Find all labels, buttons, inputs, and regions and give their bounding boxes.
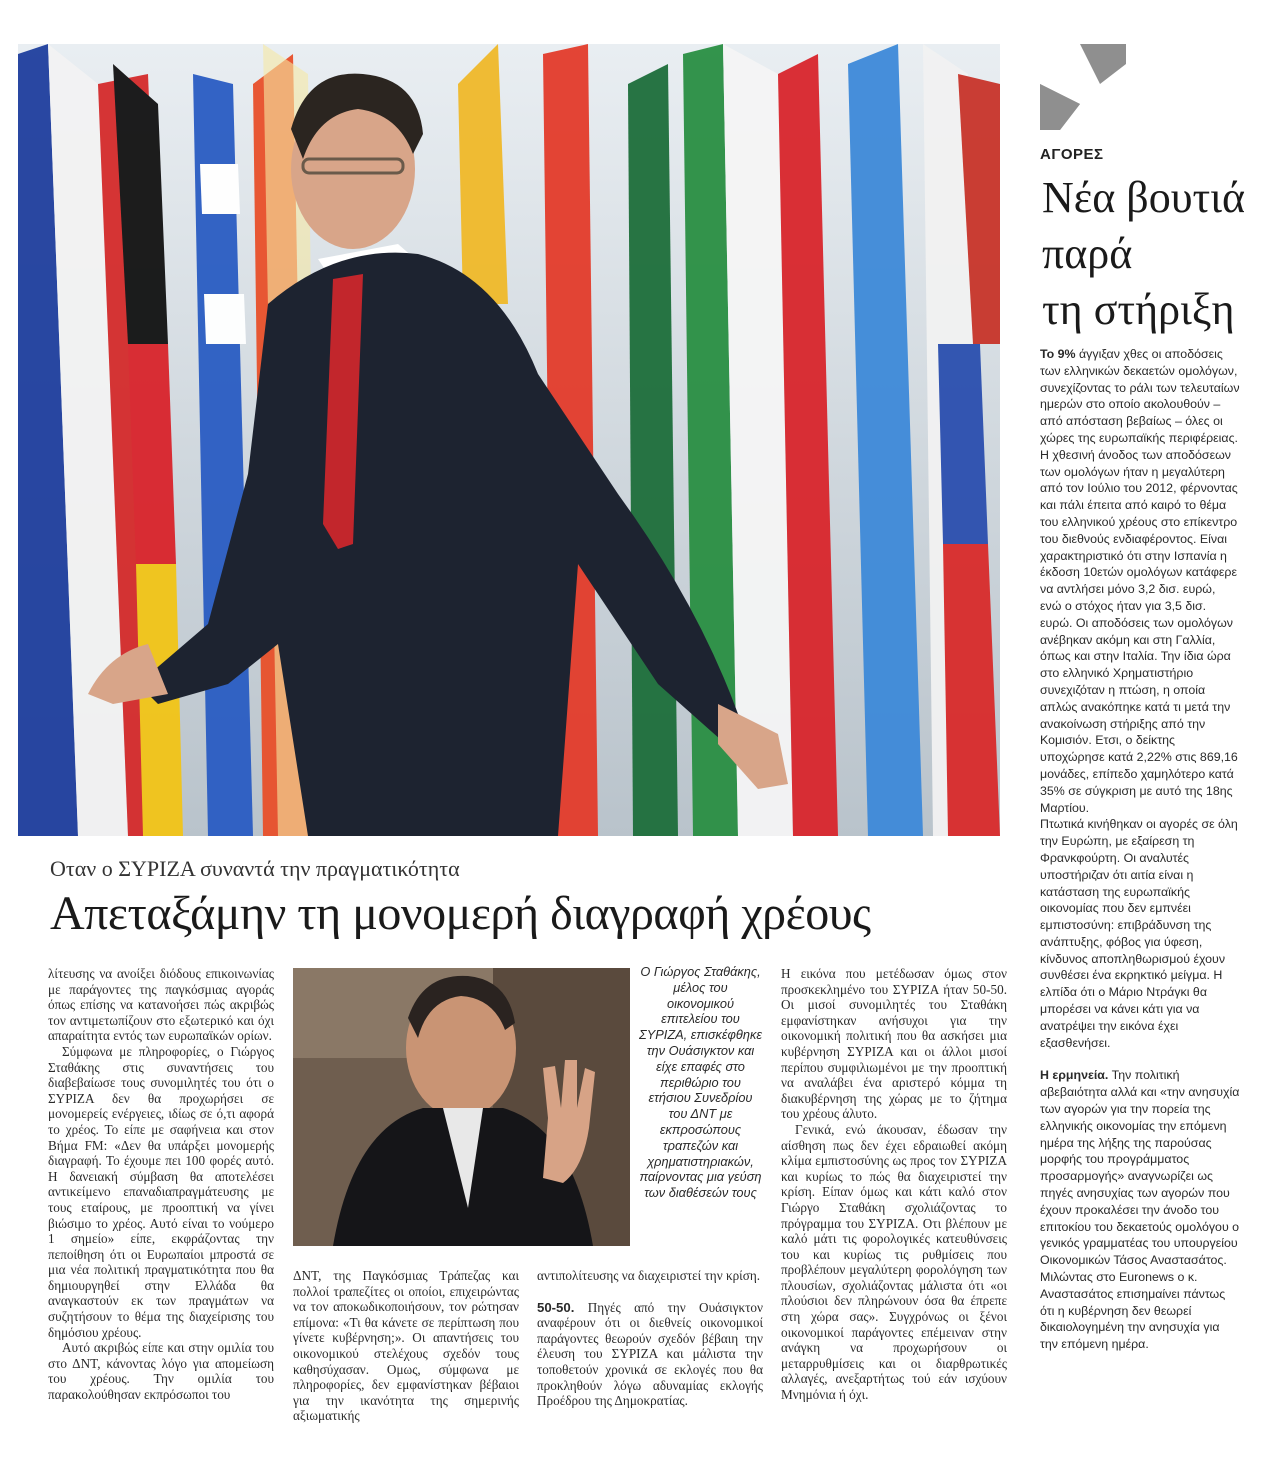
sidebar-paragraph-3 <box>1040 1067 1240 1353</box>
col2-paragraph: ΔΝΤ, της Παγκόσμιας Τράπεζας και πολλοί τραπεζίτες οι οποίοι, επιχειρώντας να τον αποκωδικοποιήσουν, τον ρώτησαν επίμονα: «Τι θα κάνετε σε περίπτωση που γίνετε κυβέρνηση;». Οι απαντήσεις του οικονομικού στελέχους σχεδόν τους καθησύχασαν. Ομως, σύμφωνα με πληροφορίες, δεν εμφανίστηκαν βέβαιοι για την ικανότητα της σημερινής αξιωματικής <box>293 1268 519 1424</box>
sidebar-title-line-2: παρά <box>1042 229 1133 278</box>
col1-paragraph-3: Αυτό ακριβώς είπε και στην ομιλία του στο ΔΝΤ, κάνοντας λόγο για απομείωση του χρέους. Την ομιλία του παρακολούθησαν εκπρόσωποι του <box>48 1340 274 1403</box>
inset-photo-illustration <box>293 968 630 1246</box>
sidebar-paragraph-1 <box>1040 346 1240 816</box>
main-photo <box>18 44 1000 836</box>
flags-photo-illustration <box>18 44 1000 836</box>
sidebar-body-1: άγγιξαν χθες οι αποδόσεις των ελληνικών δεκαετών ομολόγων, συνεχίζοντας το ράλι των τελευταίων ημερών στο οποίο ακολουθούν – από απόσταση βεβαίως – όλες οι χώρες της ευρωπαϊκής περιφέρειας. Η χθεσινή άνοδος των αποδόσεων των ομολόγων ήταν η μεγαλύτερη από τον Ιούλιο του 2012, φέρνοντας και πάλι έπειτα από καιρό το θέμα του ελληνικού χρέους στο επίκεντρο του διεθνούς ενδιαφέροντος. Είναι χαρακτηριστικό ότι στην Ισπανία η έκδοση 10ετών ομολόγων κατάφερε να αντλήσει μόνο 3,2 δισ. ευρώ, ενώ ο στόχος ήταν για 3,5 δισ. ευρώ. Οι αποδόσεις των ομολόγων ανέβηκαν ακόμη και στη Γαλλία, όπως και στην Ιταλία. Την ίδια ώρα στο ελληνικό Χρηματιστήριο συνεχιζόταν η πτώση, η οποία απλώς ανακόπηκε κατά τι μετά την ανακοίνωση στήριξης από την Κομισιόν. Ετσι, ο δείκτης υποχώρησε κατά 2,22% στις 869,16 μονάδες, επίπεδο χαμηλότερο κατά 35% σε σύγκριση με αυτό της 18ης Μαρτίου. <box>1040 347 1240 815</box>
col3-body: Πηγές από την Ουάσιγκτον αναφέρουν ότι οι διεθνείς οικονομικοί παράγοντες θεωρούν σχεδόν βέβαιη την έλευση του ΣΥΡΙΖΑ και μάλιστα την τοποθετούν χρονικά σε εκλογές που θα προκληθούν λόγω αδυναμίας εκλογής Προέδρου της Δημοκρατίας. <box>537 1299 763 1409</box>
sidebar-section-label: ΑΓΟΡΕΣ <box>1040 146 1104 163</box>
sidebar-body <box>1040 346 1240 1353</box>
photo-caption: Ο Γιώργος Σταθάκης, μέλος του οικονομικού επιτελείου του ΣΥΡΙΖΑ, επισκέφθηκε την Ουάσιγκτον και είχε επαφές στο περιθώριο του ετήσιου Συνεδρίου του ΔΝΤ με εκπροσώπους τραπεζών και χρηματιστηριακών, παίρνοντας μια γεύση των διαθέσεών τους <box>639 964 762 1201</box>
sidebar-paragraph-2: Πτωτικά κινήθηκαν οι αγορές σε όλη την Ευρώπη, με εξαίρεση τη Φρανκφούρτη. Οι αναλυτές υποστήριζαν ότι αιτία είναι η κατάσταση της ευρωπαϊκής οικονομίας που δεν εμπνέει εμπιστοσύνη: επιβράδυνση της ανάπτυξης, φόβος για ύφεση, κίνδυνος αποπληθωρισμού έχουν συνθέσει ένα εκρηκτικό μείγμα. Η ελπίδα ότι ο Μάριο Ντράγκι θα μπορέσει να κάνει κάτι για να ανατρέψει την εικόνα έχει εξασθενήσει. <box>1040 817 1238 1050</box>
col3-lead: 50-50. <box>537 1299 575 1315</box>
article-column-2 <box>293 1268 519 1424</box>
sidebar-lead-1: Το 9% <box>1040 347 1076 361</box>
article-column-4 <box>781 966 1007 1403</box>
article-kicker: Οταν ο ΣΥΡΙΖΑ συναντά την πραγματικότητα <box>50 856 460 881</box>
col3-paragraph-1: αντιπολίτευσης να διαχειριστεί την κρίση. <box>537 1268 761 1283</box>
col1-paragraph-2: Σύμφωνα με πληροφορίες, ο Γιώργος Σταθάκης στις συναντήσεις του διαβεβαίωσε τους συνομιλητές του ότι ο ΣΥΡΙΖΑ δεν θα προχωρήσει σε μονομερείς ενέργειες, ιδίως σε ό,τι αφορά το χρέος. Το είπε με σαφήνεια και στον Βήμα FM: «Δεν θα υπάρξει μονομερής διαγραφή. Το έχουμε πει 100 φορές αυτό. Η δανειακή σύμβαση θα αποτελέσει αντικείμενο επαναδιαπραγμάτευσης με τους εταίρους, με προοπτική να γίνει βιώσιμο το χρέος. Αυτό είναι το νούμερο 1 σημείο» είπε, εκφράζοντας την πεποίθηση ότι οι Ευρωπαίοι μπροστά σε μια νέα πολιτική πραγματικότητα που θα δημιουργηθεί στην Ελλάδα θα αναγκαστούν εκ των πραγμάτων να συζητήσουν το θέμα της διαχείρισης του δημόσιου χρέους. <box>48 1043 274 1340</box>
col1-paragraph-1: λίτευσης να ανοίξει διόδους επικοινωνίας με παράγοντες της παγκόσμιας αγοράς όπως επίσης να κατανοήσει πώς ακριβώς τον αντιμετωπίζουν στο εξωτερικό και όχι απαραίτητα εντός των ευρωπαϊκών ορίων. <box>48 966 274 1044</box>
sidebar-lead-3: Η ερμηνεία. <box>1040 1068 1109 1083</box>
sidebar-title-line-3: τη στήριξη <box>1042 285 1235 334</box>
article-column-3 <box>537 1268 763 1409</box>
col4-paragraph-2: Γενικά, ενώ άκουσαν, έδωσαν την αίσθηση πως δεν έχει εδραιωθεί ακόμη κλίμα εμπιστοσύνης ως προς τον ΣΥΡΙΖΑ και κυρίως το πώς θα διαχειριστεί την κρίση. Είπαν όμως και κάτι καλό στον Γιώργο Σταθάκη σχολιάζοντας το πρόγραμμα του ΣΥΡΙΖΑ. Οτι βλέπουν με καλό μάτι τις φορολογικές κατευθύνσεις του και κυρίως τις ρυθμίσεις που προβλέπουν μεγαλύτερη φορολόγηση των πλουσίων, σχολιάζοντας μάλιστα ότι «οι πλούσιοι δεν πληρώνουν όσα θα έπρεπε στη χώρα σας». Συγχρόνως οι ξένοι οικονομικοί παράγοντες επέμειναν στην ανάγκη να προχωρήσουν οι μεταρρυθμίσεις και οι διαρθρωτικές αλλαγές, ανεξαρτήτως τού εάν ισχύουν Μνημόνια ή όχι. <box>781 1121 1007 1403</box>
col3-paragraph-2 <box>537 1300 763 1409</box>
col4-paragraph-1: Η εικόνα που μετέδωσαν όμως στον προσκεκλημένο του ΣΥΡΙΖΑ ήταν 50-50. Οι μισοί συνομιλητές του Σταθάκη εμφανίστηκαν ανήσυχοι για την οικονομική πολιτική που θα ασκήσει μια κυβέρνηση ΣΥΡΙΖΑ και οι άλλοι μισοί περίπου συμφιλιωμένοι με την προοπτική να αναλάβει ένα αριστερό κόμμα τη διακυβέρνηση της χώρας με το ζήτημα του χρέους άλυτο. <box>781 966 1007 1122</box>
sidebar-body-3: Την πολιτική αβεβαιότητα αλλά και «την ανησυχία των αγορών για την πορεία της ελληνικής οικονομίας την επόμενη ημέρα της λήξης της παρούσας μορφής του προγράμματος προσαρμογής» αναγνωρίζει ως πηγές ανησυχίας των αγορών που έχουν προκαλέσει την άνοδο του επιτοκίου του δεκαετούς ομολόγου ο γενικός γραμματέας του υπουργείου Οικονομικών Τάσος Αναστασάτος. Μιλώντας στο Euronews ο κ. Αναστασάτος επισημαίνει πάντως ότι η κυβέρνηση δεν θεωρεί δικαιολογημένη την ανησυχία για την επόμενη ημέρα. <box>1040 1068 1240 1352</box>
article-column-1 <box>48 966 274 1403</box>
sidebar-title <box>1042 170 1262 338</box>
inset-photo <box>293 968 630 1246</box>
sidebar-title-line-1: Νέα βουτιά <box>1042 173 1246 222</box>
article-headline: Απεταξάμην τη μονομερή διαγραφή χρέους <box>50 887 871 940</box>
section-logo-icon <box>1040 44 1126 130</box>
